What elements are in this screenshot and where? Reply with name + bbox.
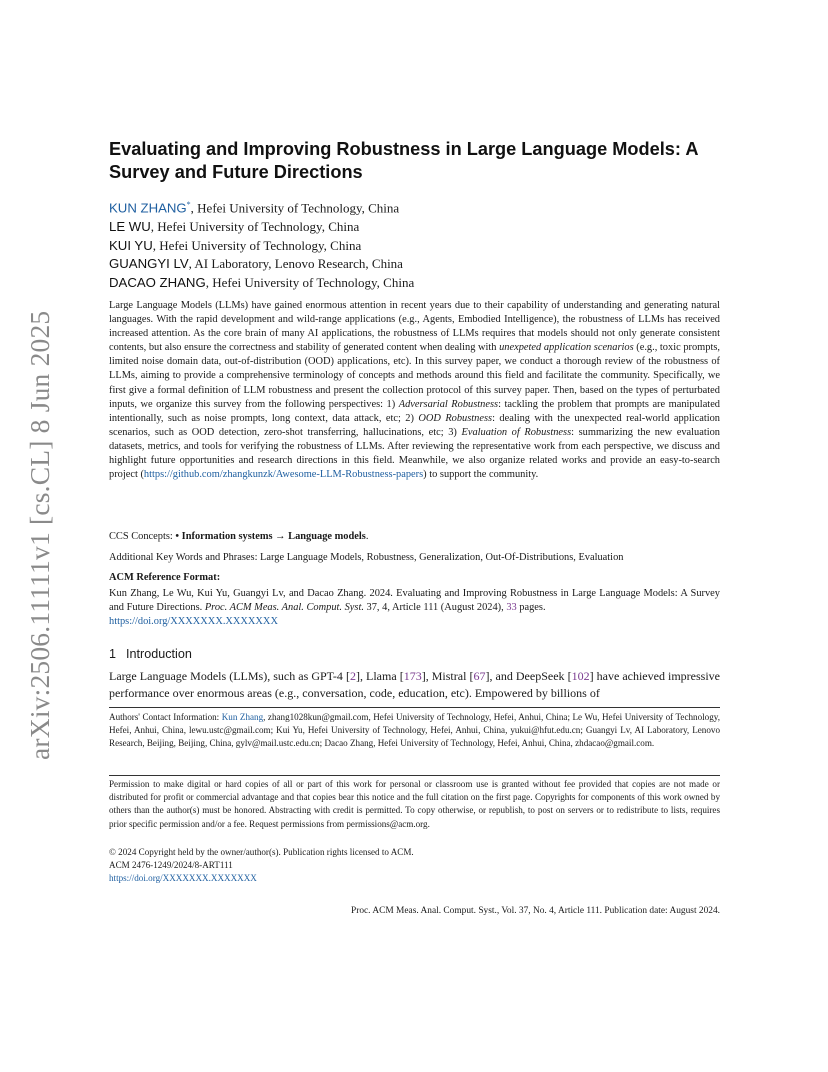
author-list bbox=[109, 196, 720, 293]
author-entry bbox=[109, 255, 720, 274]
author-name[interactable]: KUN ZHANG bbox=[109, 200, 187, 216]
author-affiliation: , Hefei University of Technology, China bbox=[152, 237, 362, 253]
author-entry bbox=[109, 218, 720, 237]
abstract-emphasis: Evaluation of Robustness bbox=[461, 426, 572, 438]
citation-link[interactable]: 2 bbox=[349, 669, 356, 683]
author-name: KUI YU bbox=[109, 237, 153, 253]
keywords: Additional Key Words and Phrases: Large Language Models, Robustness, Generalization, Out-Of-Distributions, Evaluation bbox=[109, 552, 624, 563]
citation-link[interactable]: 102 bbox=[571, 669, 590, 683]
ccs-concept: Information systems → Language models bbox=[181, 531, 366, 542]
ccs-concepts: CCS Concepts: • Information systems → Language models. bbox=[109, 531, 369, 542]
github-project-link[interactable]: https://github.com/zhangkunzk/Awesome-LLM-Robustness-papers bbox=[143, 469, 424, 481]
intro-paragraph: Large Language Models (LLMs), such as GPT-4 [2], Llama [173], Mistral [67], and DeepSeek [102] have achieved impressive performance over enormous areas (e.g., conversation, code, education, etc). Empowered by billions of bbox=[109, 669, 720, 700]
section-number: 1 bbox=[109, 647, 117, 661]
running-footer: Proc. ACM Meas. Anal. Comput. Syst., Vol. 37, No. 4, Article 111. Publication date: August 2024. bbox=[350, 906, 720, 916]
author-affiliation: , Hefei University of Technology, China bbox=[205, 275, 415, 291]
acm-reference: Kun Zhang, Le Wu, Kui Yu, Guangyi Lv, and Dacao Zhang. 2024. Evaluating and Improving Robustness in Large Language Models: A Survey and Future Directions. Proc. ACM Meas. Anal. Comput. Syst. 37, 4, Article 111 (August 2024), 33 pages. https://doi.org/XXXXXXX.XXXXXXX bbox=[109, 588, 720, 628]
author-entry bbox=[109, 274, 720, 293]
author-affiliation: , AI Laboratory, Lenovo Research, China bbox=[188, 256, 403, 272]
permission-divider bbox=[109, 775, 720, 776]
doi-footer-link[interactable]: https://doi.org/XXXXXXX.XXXXXXX bbox=[109, 873, 257, 883]
arxiv-stamp-text: arXiv:2506.11111v1 [cs.CL] 8 Jun 2025 bbox=[24, 310, 55, 760]
venue: Proc. ACM Meas. Anal. Comput. Syst. bbox=[204, 602, 364, 614]
abstract-emphasis: OOD Robustness bbox=[418, 412, 493, 424]
section-heading bbox=[109, 647, 192, 661]
paper-title: Evaluating and Improving Robustness in Large Language Models: A Survey and Future Directions bbox=[109, 139, 698, 182]
author-footnote-mark: * bbox=[186, 200, 191, 209]
permission-notice: Permission to make digital or hard copies of all or part of this work for personal or classroom use is granted without fee provided that copies are not made or distributed for profit or commercial advantage and that copies bear this notice and the full citation on the first page. Copyrights for components of this work owned by others than the author(s) must be honored. Abstracting with credit is permitted. To copy otherwise, or republish, to post on servers or to redistribute to lists, requires prior specific permission and/or a fee. Request permissions from permissions@acm.org. bbox=[109, 779, 720, 829]
abstract-emphasis: Adversarial Robustness bbox=[398, 398, 499, 410]
author-entry bbox=[109, 237, 720, 256]
footnote-divider bbox=[109, 707, 720, 708]
doi-link[interactable]: https://doi.org/XXXXXXX.XXXXXXX bbox=[109, 616, 278, 628]
author-entry bbox=[109, 196, 720, 218]
acm-reference-heading: ACM Reference Format: bbox=[109, 572, 221, 583]
author-link[interactable]: Kun Zhang bbox=[221, 712, 264, 722]
author-name: DACAO ZHANG bbox=[109, 275, 206, 291]
copyright-line: © 2024 Copyright held by the owner/author(s). Publication rights licensed to ACM. bbox=[109, 847, 414, 857]
issn-line: ACM 2476-1249/2024/8-ART111 bbox=[109, 860, 233, 870]
page-count-link[interactable]: 33 bbox=[506, 602, 517, 614]
citation-link[interactable]: 67 bbox=[473, 669, 486, 683]
abstract: Large Language Models (LLMs) have gained enormous attention in recent years due to their capability of understanding and generating natural languages. With the rapid development and wild-range applications (e.g., Agents, Embodied Intelligence), the robustness of LLMs has received increased attention. As the core brain of many AI applications, the robustness of LLMs requires that models should not only generate consistent contents, but also ensure the correctness and stability of generated content when dealing with unexpeted application scenarios (e.g., toxic prompts, limited noise domain data, out-of-distribution (OOD) applications, etc). In this survey paper, we conduct a thorough review of the robustness of LLMs, aiming to provide a comprehensive terminology of concepts and methods around this field and facilitate the community. Specifically, we first give a formal definition of LLM robustness and present the collection protocol of this survey paper. Then, based on the types of perturbated inputs, we organize this survey from the following perspectives: 1) Adversarial Robustness: tackling the problem that prompts are manipulated intentionally, such as noise prompts, long context, data attack, etc; 2) OOD Robustness: dealing with the unexpected real-world application scenarios, such as OOD detection, zero-shot transferring, hallucinations, etc; 3) Evaluation of Robustness: summarizing the new evaluation datasets, metrics, and tools for verifying the robustness of LLMs. After reviewing the representative work from each perspective, we discuss and highlight future opportunities and research directions in this field. Meanwhile, we also organize related works and provide an easy-to-search project (https://github.com/zhangkunzk/Awesome-LLM-Robustness-papers) to support the community. bbox=[109, 300, 721, 481]
author-affiliation: , Hefei University of Technology, China bbox=[150, 219, 360, 235]
author-name: GUANGYI LV bbox=[109, 256, 189, 272]
author-affiliation: , Hefei University of Technology, China bbox=[190, 200, 400, 216]
abstract-emphasis: unexpeted application scenarios bbox=[499, 342, 634, 354]
citation-link[interactable]: 173 bbox=[403, 669, 422, 683]
author-name: LE WU bbox=[109, 219, 151, 235]
section-title: Introduction bbox=[126, 647, 192, 661]
author-contact-info: Authors' Contact Information: Kun Zhang, zhang1028kun@gmail.com, Hefei University of Technology, Hefei, Anhui, China; Le Wu, Hefei University of Technology, Hefei, Anhui, China, lewu.ustc@gmail.com; Kui Yu, Hefei University of Technology, Hefei, Anhui, China, yukui@hfut.edu.cn; Guangyi Lv, AI Laboratory, Lenovo Research, Beijing, Beijing, China, gylv@mail.ustc.edu.cn; Dacao Zhang, Hefei University of Technology, Hefei, Anhui, China, zhdacao@gmail.com. bbox=[109, 712, 720, 749]
